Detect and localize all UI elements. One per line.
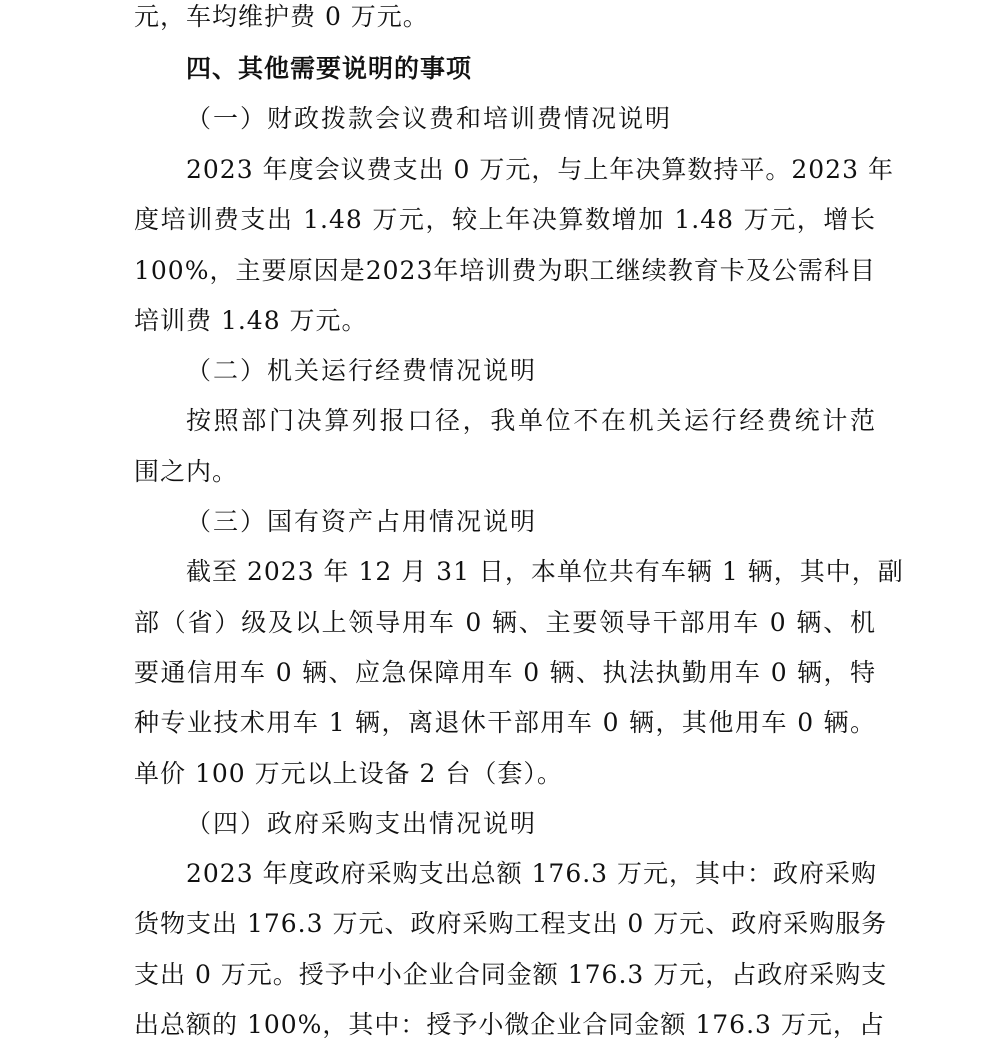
paragraph-line: 2023 年度会议费支出 0 万元，与上年决算数持平。2023 年 xyxy=(186,155,894,184)
subsection-heading: （一）财政拨款会议费和培训费情况说明 xyxy=(186,104,673,133)
subsection-heading: （二）机关运行经费情况说明 xyxy=(186,356,538,385)
paragraph-line: 围之内。 xyxy=(134,457,239,486)
paragraph-line: 出总额的 100%，其中：授予小微企业合同金额 176.3 万元，占 xyxy=(134,1010,885,1039)
paragraph-line: 度培训费支出 1.48 万元，较上年决算数增加 1.48 万元，增长 xyxy=(134,205,876,234)
paragraph-line: 100%，主要原因是2023年培训费为职工继续教育卡及公需科目 xyxy=(134,256,876,285)
subsection-heading: （三）国有资产占用情况说明 xyxy=(186,507,538,536)
paragraph-line: 按照部门决算列报口径，我单位不在机关运行经费统计范 xyxy=(186,406,876,435)
section-heading: 四、其他需要说明的事项 xyxy=(186,54,473,83)
paragraph-line: 种专业技术用车 1 辆，离退休干部用车 0 辆，其他用车 0 辆。 xyxy=(134,708,876,737)
paragraph-line: 2023 年度政府采购支出总额 176.3 万元，其中：政府采购 xyxy=(186,859,878,888)
subsection-heading: （四）政府采购支出情况说明 xyxy=(186,809,538,838)
paragraph-line: 单价 100 万元以上设备 2 台（套）。 xyxy=(134,759,563,788)
paragraph-line: 培训费 1.48 万元。 xyxy=(134,306,368,335)
paragraph-line: 截至 2023 年 12 月 31 日，本单位共有车辆 1 辆，其中，副 xyxy=(186,557,904,586)
paragraph-line: 支出 0 万元。授予中小企业合同金额 176.3 万元，占政府采购支 xyxy=(134,960,888,989)
paragraph-line: 部（省）级及以上领导用车 0 辆、主要领导干部用车 0 辆、机 xyxy=(134,608,876,637)
paragraph-line: 要通信用车 0 辆、应急保障用车 0 辆、执法执勤用车 0 辆，特 xyxy=(134,658,876,687)
paragraph-line: 元，车均维护费 0 万元。 xyxy=(134,2,429,31)
paragraph-line: 货物支出 176.3 万元、政府采购工程支出 0 万元、政府采购服务 xyxy=(134,909,888,938)
